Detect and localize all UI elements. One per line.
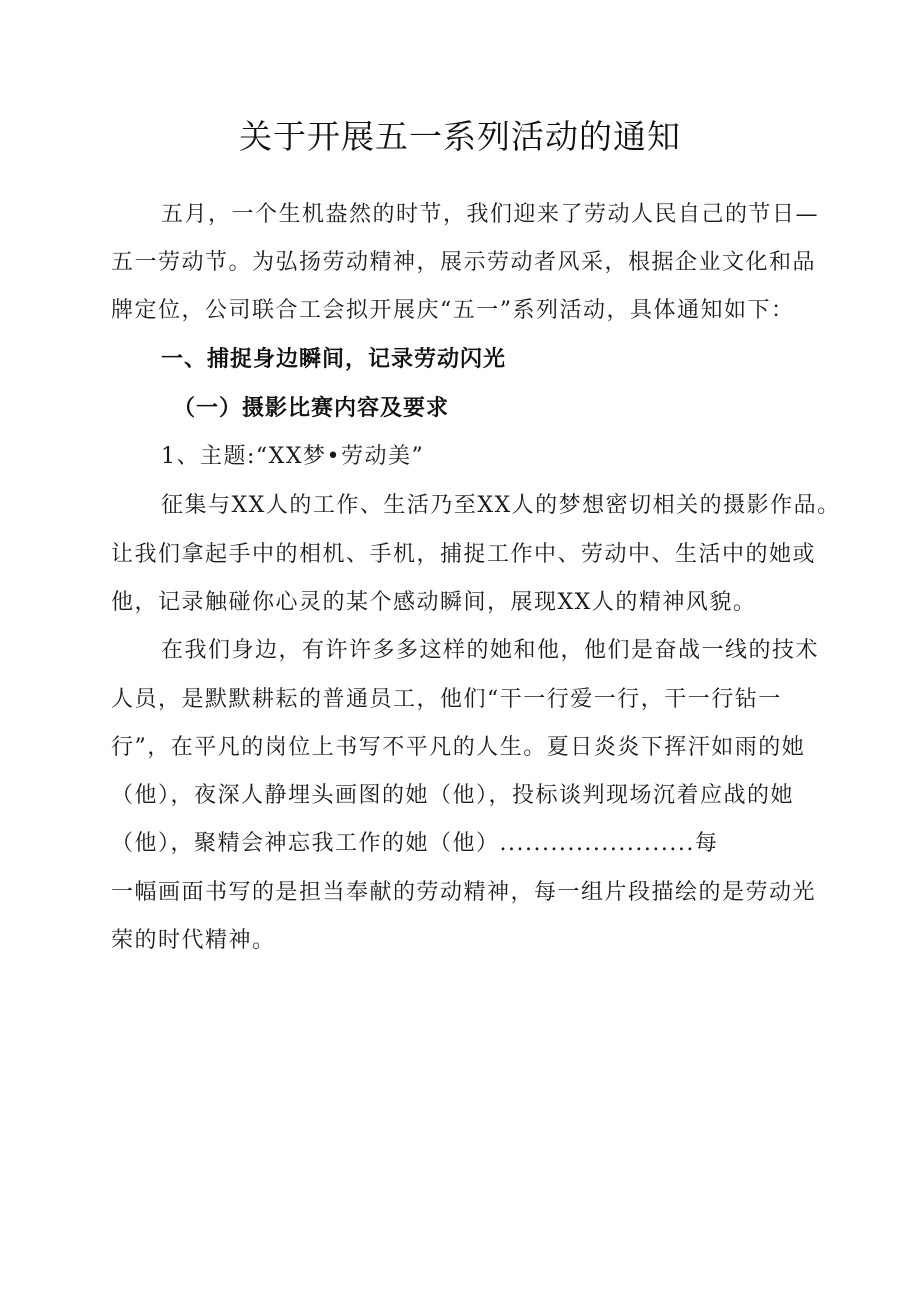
section-heading-1: 一、捕捉身边瞬间，记录劳动闪光	[161, 347, 507, 372]
para-2-line-5: （他），聚精会神忘我工作的她（他）.......................每	[111, 831, 719, 856]
para-2-line-1: 在我们身边，有许许多多这样的她和他，他们是奋战一线的技术	[161, 638, 820, 663]
para-2-line-6: 一幅画面书写的是担当奉献的劳动精神，每一组片段描绘的是劳动光	[111, 880, 817, 905]
para-1-line-3: 他，记录触碰你心灵的某个感动瞬间，展现XX人的精神风貌。	[111, 590, 757, 615]
intro-line-1: 五月，一个生机盎然的时节，我们迎来了劳动人民自己的节日—	[161, 202, 820, 227]
document-title: 关于开展五一系列活动的通知	[239, 117, 681, 156]
theme-line: 1、主题:“XX梦•劳动美”	[161, 444, 425, 469]
intro-line-3: 牌定位，公司联合工会拟开展庆“五一”系列活动，具体通知如下：	[111, 298, 795, 323]
para-2-line-3: 行”，在平凡的岗位上书写不平凡的人生。夏日炎炎下挥汗如雨的她	[111, 735, 806, 760]
subsection-heading-1: （一）摄影比赛内容及要求	[173, 396, 450, 421]
para-2-line-7: 荣的时代精神。	[111, 928, 276, 953]
para-1-line-1: 征集与XX人的工作、生活乃至XX人的梦想密切相关的摄影作品。	[161, 493, 841, 518]
para-2-line-2: 人员，是默默耕耘的普通员工，他们“干一行爱一行，干一行钻一	[111, 687, 782, 712]
para-2-line-4: （他），夜深人静埋头画图的她（他），投标谈判现场沉着应战的她	[111, 783, 795, 808]
intro-line-2: 五一劳动节。为弘扬劳动精神，展示劳动者风采，根据企业文化和品	[111, 250, 817, 275]
para-1-line-2: 让我们拿起手中的相机、手机，捕捉工作中、劳动中、生活中的她或	[111, 542, 817, 567]
